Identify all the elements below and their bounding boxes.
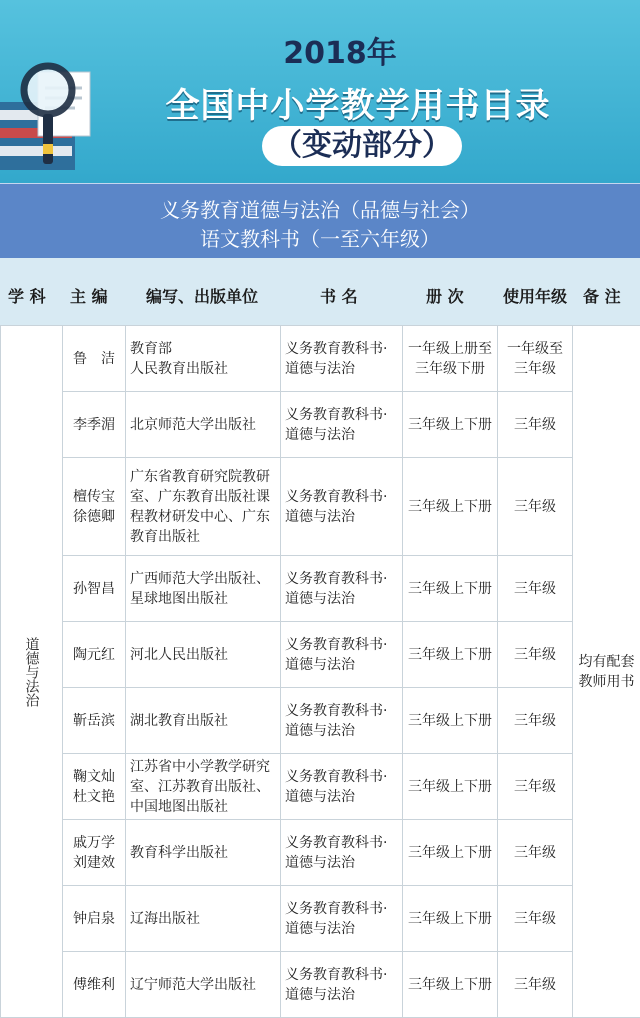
book-title-cell: 义务教育教科书·道德与法治 bbox=[281, 392, 403, 458]
volume-cell: 三年级上下册 bbox=[403, 754, 498, 820]
publisher-cell: 广西师范大学出版社、星球地图出版社 bbox=[126, 556, 281, 622]
grade-cell: 一年级至三年级 bbox=[498, 326, 573, 392]
table-row bbox=[1, 392, 640, 458]
column-header-editor: 主 编 bbox=[70, 287, 108, 306]
column-header-subject: 学 科 bbox=[8, 287, 46, 306]
editor-cell: 傅维利 bbox=[63, 952, 126, 1018]
publisher-cell: 教育部 人民教育出版社 bbox=[126, 326, 281, 392]
book-title-cell: 义务教育教科书·道德与法治 bbox=[281, 556, 403, 622]
book-title-cell: 义务教育教科书·道德与法治 bbox=[281, 688, 403, 754]
banner bbox=[0, 0, 640, 183]
book-magnifier-icon bbox=[0, 62, 115, 172]
publisher-cell: 北京师范大学出版社 bbox=[126, 392, 281, 458]
year-heading: 2018年 bbox=[283, 36, 397, 71]
editor-cell: 李季湄 bbox=[63, 392, 126, 458]
publisher-cell: 辽海出版社 bbox=[126, 886, 281, 952]
grade-cell: 三年级 bbox=[498, 622, 573, 688]
column-header-grade: 使用年级 bbox=[503, 287, 568, 306]
column-header-book: 书 名 bbox=[320, 287, 358, 306]
volume-cell: 三年级上下册 bbox=[403, 556, 498, 622]
subject-cell: 道德与法治 bbox=[1, 326, 63, 1018]
grade-cell: 三年级 bbox=[498, 952, 573, 1018]
column-header-note: 备 注 bbox=[583, 287, 621, 306]
grade-cell: 三年级 bbox=[498, 392, 573, 458]
volume-cell: 三年级上下册 bbox=[403, 392, 498, 458]
book-title-cell: 义务教育教科书·道德与法治 bbox=[281, 458, 403, 556]
table-row bbox=[1, 458, 640, 556]
grade-cell: 三年级 bbox=[498, 754, 573, 820]
textbook-table bbox=[0, 325, 640, 1018]
table-row bbox=[1, 820, 640, 886]
book-title-cell: 义务教育教科书·道德与法治 bbox=[281, 326, 403, 392]
table-body bbox=[1, 326, 640, 1018]
book-title-cell: 义务教育教科书·道德与法治 bbox=[281, 952, 403, 1018]
book-title-cell: 义务教育教科书·道德与法治 bbox=[281, 886, 403, 952]
publisher-cell: 教育科学出版社 bbox=[126, 820, 281, 886]
editor-cell: 钟启泉 bbox=[63, 886, 126, 952]
table-row bbox=[1, 622, 640, 688]
table-row bbox=[1, 886, 640, 952]
publisher-cell: 广东省教育研究院教研室、广东教育出版社课程教材研发中心、广东教育出版社 bbox=[126, 458, 281, 556]
column-header-volume: 册 次 bbox=[426, 287, 464, 306]
grade-cell: 三年级 bbox=[498, 886, 573, 952]
table-row bbox=[1, 688, 640, 754]
editor-cell: 鲁 洁 bbox=[63, 326, 126, 392]
volume-cell: 一年级上册至三年级下册 bbox=[403, 326, 498, 392]
volume-cell: 三年级上下册 bbox=[403, 688, 498, 754]
column-header-publisher: 编写、出版单位 bbox=[146, 287, 259, 306]
book-title-cell: 义务教育教科书·道德与法治 bbox=[281, 622, 403, 688]
note-cell: 均有配套教师用书 bbox=[573, 326, 640, 1018]
section-title-line2: 语文教科书（一至六年级） bbox=[200, 227, 440, 251]
volume-cell: 三年级上下册 bbox=[403, 886, 498, 952]
page-title: 全国中小学教学用书目录 bbox=[165, 86, 551, 126]
section-header bbox=[0, 183, 640, 258]
book-title-cell: 义务教育教科书·道德与法治 bbox=[281, 820, 403, 886]
table-row bbox=[1, 556, 640, 622]
publisher-cell: 湖北教育出版社 bbox=[126, 688, 281, 754]
editor-cell: 靳岳滨 bbox=[63, 688, 126, 754]
grade-cell: 三年级 bbox=[498, 458, 573, 556]
grade-cell: 三年级 bbox=[498, 820, 573, 886]
editor-cell: 檀传宝 徐德卿 bbox=[63, 458, 126, 556]
publisher-cell: 河北人民出版社 bbox=[126, 622, 281, 688]
table-row bbox=[1, 754, 640, 820]
publisher-cell: 辽宁师范大学出版社 bbox=[126, 952, 281, 1018]
grade-cell: 三年级 bbox=[498, 556, 573, 622]
section-title-line1: 义务教育道德与法治（品德与社会） bbox=[160, 198, 480, 222]
volume-cell: 三年级上下册 bbox=[403, 952, 498, 1018]
editor-cell: 戚万学 刘建效 bbox=[63, 820, 126, 886]
grade-cell: 三年级 bbox=[498, 688, 573, 754]
book-title-cell: 义务教育教科书·道德与法治 bbox=[281, 754, 403, 820]
column-header-row bbox=[0, 258, 640, 325]
table-row bbox=[1, 326, 640, 392]
table-row bbox=[1, 952, 640, 1018]
publisher-cell: 江苏省中小学教学研究室、江苏教育出版社、中国地图出版社 bbox=[126, 754, 281, 820]
volume-cell: 三年级上下册 bbox=[403, 622, 498, 688]
page-subtitle: （变动部分） bbox=[262, 126, 462, 166]
volume-cell: 三年级上下册 bbox=[403, 458, 498, 556]
volume-cell: 三年级上下册 bbox=[403, 820, 498, 886]
editor-cell: 鞠文灿 杜文艳 bbox=[63, 754, 126, 820]
editor-cell: 孙智昌 bbox=[63, 556, 126, 622]
editor-cell: 陶元红 bbox=[63, 622, 126, 688]
